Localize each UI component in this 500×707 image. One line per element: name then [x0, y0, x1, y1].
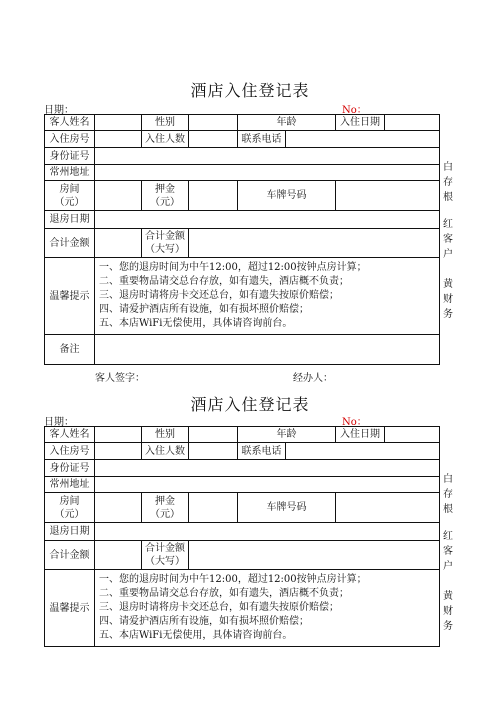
remarks-label: 备注	[45, 335, 95, 365]
id-no-label: 身份证号	[45, 460, 95, 477]
gender-field[interactable]	[189, 427, 238, 443]
note-line: 四、请爱护酒店所有设施，如有损坏照价赔偿；	[99, 616, 309, 627]
note-line: 三、退房时请将房卡交还总台，如有遗失按原价赔偿；	[99, 290, 339, 301]
age-label: 年龄	[238, 115, 336, 131]
deposit-label: 押金 （元）	[142, 181, 189, 211]
checkin-date-label: 入住日期	[336, 115, 385, 131]
address-field[interactable]	[95, 477, 440, 493]
room-no-label: 入住房号	[45, 443, 95, 460]
number-label: No：	[342, 417, 367, 428]
guest-count-field[interactable]	[189, 131, 238, 148]
total-caps-label: 合计金额 （大写）	[142, 229, 189, 258]
total-caps-field[interactable]	[189, 229, 440, 258]
gender-label: 性别	[142, 115, 189, 131]
total-label: 合计金额	[45, 541, 95, 570]
id-no-field[interactable]	[95, 460, 440, 477]
plate-field[interactable]	[336, 493, 440, 523]
guest-signature-label: 客人签字：	[95, 373, 145, 384]
guest-count-label: 入住人数	[142, 131, 189, 148]
address-label: 常州地址	[45, 477, 95, 493]
side-note-white: 白 存 根	[443, 162, 453, 203]
side-note-yellow: 黄 财 务	[443, 279, 453, 320]
age-label: 年龄	[238, 427, 336, 443]
checkout-date-field[interactable]	[95, 211, 440, 229]
note-line: 三、退房时请将房卡交还总台，如有遗失按原价赔偿；	[99, 602, 339, 613]
plate-label: 车牌号码	[238, 181, 336, 211]
address-field[interactable]	[95, 165, 440, 181]
total-caps-field[interactable]	[189, 541, 440, 570]
tips-notes	[95, 258, 440, 335]
phone-field[interactable]	[286, 443, 440, 460]
tips-label: 温馨提示	[45, 258, 95, 335]
deposit-field[interactable]	[189, 493, 238, 523]
side-note-white: 白 存 根	[443, 474, 453, 515]
room-rate-field[interactable]	[95, 181, 142, 211]
guest-name-label: 客人姓名	[45, 115, 95, 131]
guest-name-label: 客人姓名	[45, 427, 95, 443]
room-rate-field[interactable]	[95, 493, 142, 523]
date-label: 日期：	[44, 417, 74, 428]
phone-label: 联系电话	[238, 131, 286, 148]
handler-label: 经办人：	[293, 373, 333, 384]
note-line: 一、您的退房时间为中午12:00，超过12:00按钟点房计算；	[99, 262, 367, 273]
tips-notes	[95, 570, 440, 647]
deposit-field[interactable]	[189, 181, 238, 211]
note-line: 四、请爱护酒店所有设施，如有损坏照价赔偿；	[99, 304, 309, 315]
gender-label: 性别	[142, 427, 189, 443]
checkin-date-field[interactable]	[385, 427, 440, 443]
total-caps-label: 合计金额 （大写）	[142, 541, 189, 570]
side-note-yellow: 黄 财 务	[443, 591, 453, 632]
room-rate-label: 房间 （元）	[45, 181, 95, 211]
id-no-label: 身份证号	[45, 148, 95, 165]
total-label: 合计金额	[45, 229, 95, 258]
checkin-date-label: 入住日期	[336, 427, 385, 443]
gender-field[interactable]	[189, 115, 238, 131]
note-line: 五、本店WiFi无偿使用，具体请咨询前台。	[99, 630, 293, 641]
total-field[interactable]	[95, 229, 142, 258]
registration-table	[44, 114, 440, 365]
total-field[interactable]	[95, 541, 142, 570]
form-title: 酒店入住登记表	[190, 395, 310, 414]
registration-table	[44, 426, 440, 647]
remarks-field[interactable]	[95, 335, 440, 365]
note-line: 一、您的退房时间为中午12:00，超过12:00按钟点房计算；	[99, 574, 367, 585]
phone-label: 联系电话	[238, 443, 286, 460]
room-rate-label: 房间 （元）	[45, 493, 95, 523]
side-note-red: 红 客 户	[443, 219, 453, 260]
phone-field[interactable]	[286, 131, 440, 148]
plate-label: 车牌号码	[238, 493, 336, 523]
guest-count-label: 入住人数	[142, 443, 189, 460]
note-line: 五、本店WiFi无偿使用，具体请咨询前台。	[99, 318, 293, 329]
checkin-date-field[interactable]	[385, 115, 440, 131]
checkout-date-field[interactable]	[95, 523, 440, 541]
address-label: 常州地址	[45, 165, 95, 181]
number-label: No：	[342, 105, 367, 116]
plate-field[interactable]	[336, 181, 440, 211]
guest-name-field[interactable]	[95, 427, 142, 443]
date-label: 日期：	[44, 105, 74, 116]
room-no-label: 入住房号	[45, 131, 95, 148]
note-line: 二、重要物品请交总台存放，如有遗失，酒店概不负责；	[99, 276, 349, 287]
deposit-label: 押金 （元）	[142, 493, 189, 523]
guest-count-field[interactable]	[189, 443, 238, 460]
checkout-date-label: 退房日期	[45, 523, 95, 541]
id-no-field[interactable]	[95, 148, 440, 165]
form-title: 酒店入住登记表	[190, 81, 310, 100]
room-no-field[interactable]	[95, 131, 142, 148]
checkout-date-label: 退房日期	[45, 211, 95, 229]
side-note-red: 红 客 户	[443, 531, 453, 572]
note-line: 二、重要物品请交总台存放，如有遗失，酒店概不负责；	[99, 588, 349, 599]
guest-name-field[interactable]	[95, 115, 142, 131]
room-no-field[interactable]	[95, 443, 142, 460]
tips-label: 温馨提示	[45, 570, 95, 647]
